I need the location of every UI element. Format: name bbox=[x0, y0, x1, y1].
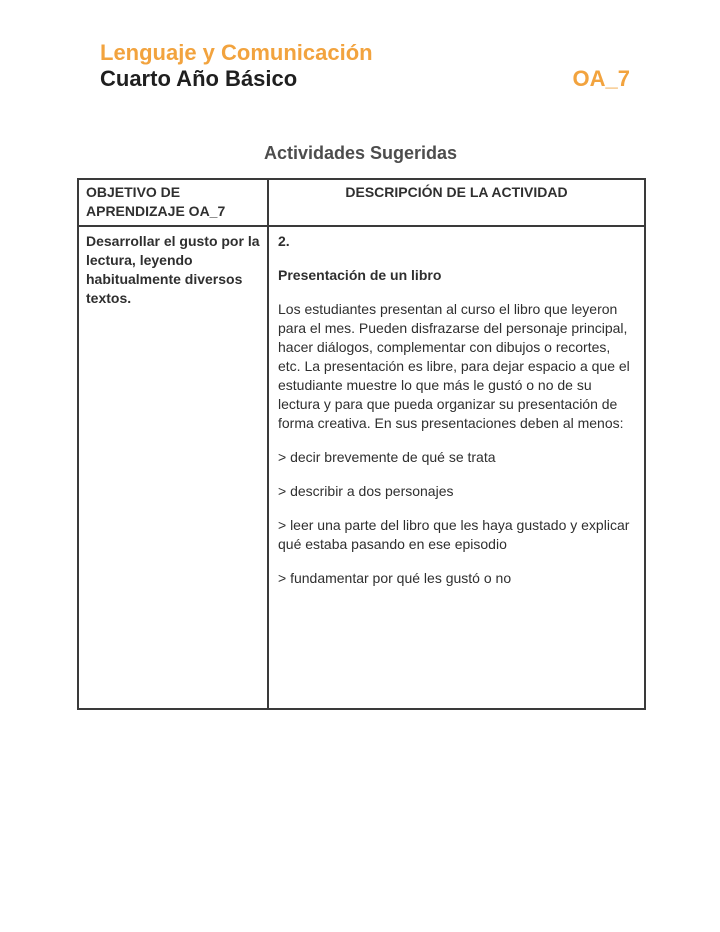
column-header-objective: OBJETIVO DE APRENDIZAJE OA_7 bbox=[78, 179, 268, 226]
activity-requirement: > describir a dos personajes bbox=[278, 483, 454, 499]
grade-row bbox=[100, 66, 630, 92]
objective-cell: Desarrollar el gusto por la lectura, leyendo habitualmente diversos textos. bbox=[78, 226, 268, 709]
activity-description: Los estudiantes presentan al curso el libro que leyeron para el mes. Pueden disfrazarse del personaje principal, hacer diálogos, complementar con dibujos o recortes, etc. La presentación es libre, para dejar espacio a que el estudiante muestre lo que más le gustó o no de su lectura y para que pueda organizar su presentación de forma creativa. En sus presentaciones deben al menos: bbox=[278, 301, 630, 431]
document-header bbox=[100, 0, 630, 92]
column-header-description: DESCRIPCIÓN DE LA ACTIVIDAD bbox=[268, 179, 645, 226]
oa-code-label: OA_7 bbox=[572, 66, 630, 91]
activity-requirement: > decir brevemente de qué se trata bbox=[278, 449, 496, 465]
table-header-row bbox=[78, 179, 645, 226]
grade-title: Cuarto Año Básico bbox=[100, 66, 298, 91]
section-title: Actividades Sugeridas bbox=[263, 143, 458, 163]
description-cell bbox=[268, 226, 645, 709]
activity-number: 2. bbox=[278, 233, 290, 249]
activity-title: Presentación de un libro bbox=[278, 267, 442, 283]
activities-table bbox=[77, 178, 646, 710]
activity-requirement: > leer una parte del libro que les haya gustado y explicar qué estaba pasando en ese episodio bbox=[278, 517, 630, 552]
table-row bbox=[78, 226, 645, 709]
activity-requirement: > fundamentar por qué les gustó o no bbox=[278, 570, 512, 586]
subject-title: Lenguaje y Comunicación bbox=[100, 40, 373, 65]
